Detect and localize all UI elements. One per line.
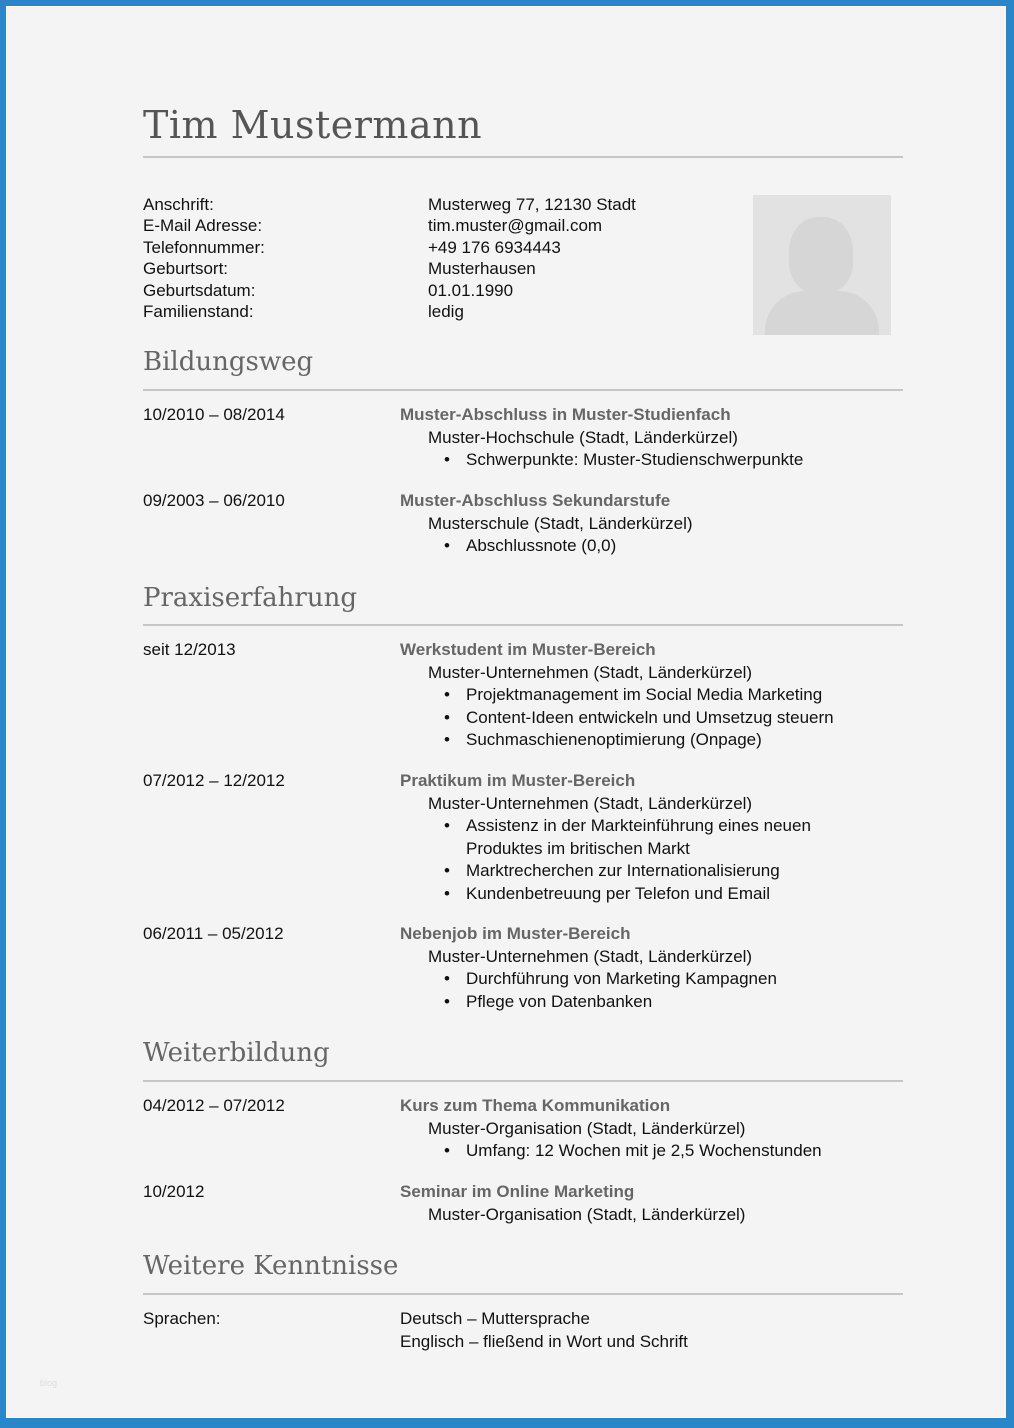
entry-content xyxy=(400,639,834,752)
contact-label: Telefonnummer: xyxy=(143,237,265,257)
bullet-item: • Durchführung von Marketing Kampagnen xyxy=(466,968,777,991)
section-rule xyxy=(143,1080,903,1082)
contact-label: Geburtsdatum: xyxy=(143,280,256,300)
language-line: Deutsch – Muttersprache xyxy=(400,1309,590,1328)
cv-name: Tim Mustermann xyxy=(143,103,483,147)
contact-label: Anschrift: xyxy=(143,195,214,214)
entry-date: 04/2012 – 07/2012 xyxy=(143,1096,285,1115)
bullet-item: • Schwerpunkte: Muster-Studienschwerpunkte xyxy=(466,449,803,472)
bullet-text: Assistenz in der Markteinführung eines neuen xyxy=(466,816,811,835)
contact-label: Familienstand: xyxy=(143,302,254,322)
contact-row xyxy=(143,280,636,301)
bullet-item: • Marktrecherchen zur Internationalisierung xyxy=(466,860,811,883)
contact-value: tim.muster@gmail.com xyxy=(428,216,603,236)
entry-bullets xyxy=(400,815,811,905)
entry-org: Muster-Organisation (Stadt, Länderkürzel) xyxy=(428,1118,746,1138)
skills-content xyxy=(400,1308,688,1353)
entry-title: Seminar im Online Marketing xyxy=(400,1182,635,1201)
section-title-praxiserfahrung: Praxiserfahrung xyxy=(143,583,357,613)
bullet-item: • Pflege von Datenbanken xyxy=(466,991,777,1014)
entry-org: Muster-Unternehmen (Stadt, Länderkürzel) xyxy=(428,946,753,966)
contact-row xyxy=(143,301,636,322)
entry-content xyxy=(400,1095,822,1163)
contact-value: Musterhausen xyxy=(428,259,536,279)
bullet-item: • Projektmanagement im Social Media Marketing xyxy=(466,684,834,707)
entry-org: Muster-Hochschule (Stadt, Länderkürzel) xyxy=(428,427,738,447)
page-frame xyxy=(6,6,1006,1418)
entry-title: Werkstudent im Muster-Bereich xyxy=(400,640,656,659)
entry-bullets xyxy=(400,684,834,752)
entry-date: 07/2012 – 12/2012 xyxy=(143,771,285,790)
section-rule xyxy=(143,624,903,626)
entry-title: Nebenjob im Muster-Bereich xyxy=(400,924,631,943)
bullet-item: • Content-Ideen entwickeln und Umsetzug steuern xyxy=(466,707,834,730)
entry-content xyxy=(400,490,693,558)
entry-content xyxy=(400,404,803,472)
entry-content xyxy=(400,770,811,905)
section-title-weitere-kenntnisse: Weitere Kenntnisse xyxy=(143,1251,399,1281)
entry-bullets xyxy=(400,968,777,1013)
section-title-weiterbildung: Weiterbildung xyxy=(143,1038,330,1068)
bullet-item: • Suchmaschienenoptimierung (Onpage) xyxy=(466,729,834,752)
bullet-item: • Umfang: 12 Wochen mit je 2,5 Wochenstunden xyxy=(466,1140,822,1163)
contact-value: +49 176 6934443 xyxy=(428,237,561,257)
entry-content xyxy=(400,923,777,1013)
bullet-text-continued: Produktes im britischen Markt xyxy=(466,838,690,858)
entry-org: Muster-Unternehmen (Stadt, Länderkürzel) xyxy=(428,662,753,682)
watermark-text: blog xyxy=(40,1378,58,1388)
contact-value: ledig xyxy=(428,302,464,322)
entry-bullets xyxy=(400,535,693,558)
entry-org: Muster-Unternehmen (Stadt, Länderkürzel) xyxy=(428,793,753,813)
entry-title: Muster-Abschluss in Muster-Studienfach xyxy=(400,405,731,424)
contact-row xyxy=(143,194,636,215)
contact-value: Musterweg 77, 12130 Stadt xyxy=(428,195,636,214)
language-line: Englisch – fließend in Wort und Schrift xyxy=(400,1331,688,1351)
skills-label: Sprachen: xyxy=(143,1309,221,1328)
contact-block xyxy=(143,194,636,322)
avatar-body-shape xyxy=(765,291,879,335)
contact-label: Geburtsort: xyxy=(143,259,229,279)
profile-photo-placeholder xyxy=(753,195,891,335)
entry-date: 10/2010 – 08/2014 xyxy=(143,405,285,424)
title-rule xyxy=(143,156,903,158)
entry-bullets xyxy=(400,449,803,472)
entry-date: 09/2003 – 06/2010 xyxy=(143,491,285,510)
section-rule xyxy=(143,1293,903,1295)
avatar-head-shape xyxy=(789,217,853,293)
contact-row xyxy=(143,215,636,236)
entry-title: Kurs zum Thema Kommunikation xyxy=(400,1096,671,1115)
bullet-item: • Abschlussnote (0,0) xyxy=(466,535,693,558)
contact-value: 01.01.1990 xyxy=(428,280,514,300)
bullet-item xyxy=(466,815,811,860)
entry-org: Muster-Organisation (Stadt, Länderkürzel) xyxy=(428,1204,746,1224)
entry-title: Praktikum im Muster-Bereich xyxy=(400,771,636,790)
entry-date: 06/2011 – 05/2012 xyxy=(143,924,284,943)
bullet-item: • Kundenbetreuung per Telefon und Email xyxy=(466,883,811,906)
section-title-bildungsweg: Bildungsweg xyxy=(143,347,314,377)
entry-org: Musterschule (Stadt, Länderkürzel) xyxy=(428,513,693,533)
contact-row xyxy=(143,237,636,258)
entry-bullets xyxy=(400,1140,822,1163)
entry-date: 10/2012 xyxy=(143,1182,205,1201)
contact-label: E-Mail Adresse: xyxy=(143,216,263,236)
entry-title: Muster-Abschluss Sekundarstufe xyxy=(400,491,671,510)
entry-content xyxy=(400,1181,745,1226)
entry-date: seit 12/2013 xyxy=(143,640,236,659)
section-rule xyxy=(143,389,903,391)
contact-row xyxy=(143,258,636,279)
